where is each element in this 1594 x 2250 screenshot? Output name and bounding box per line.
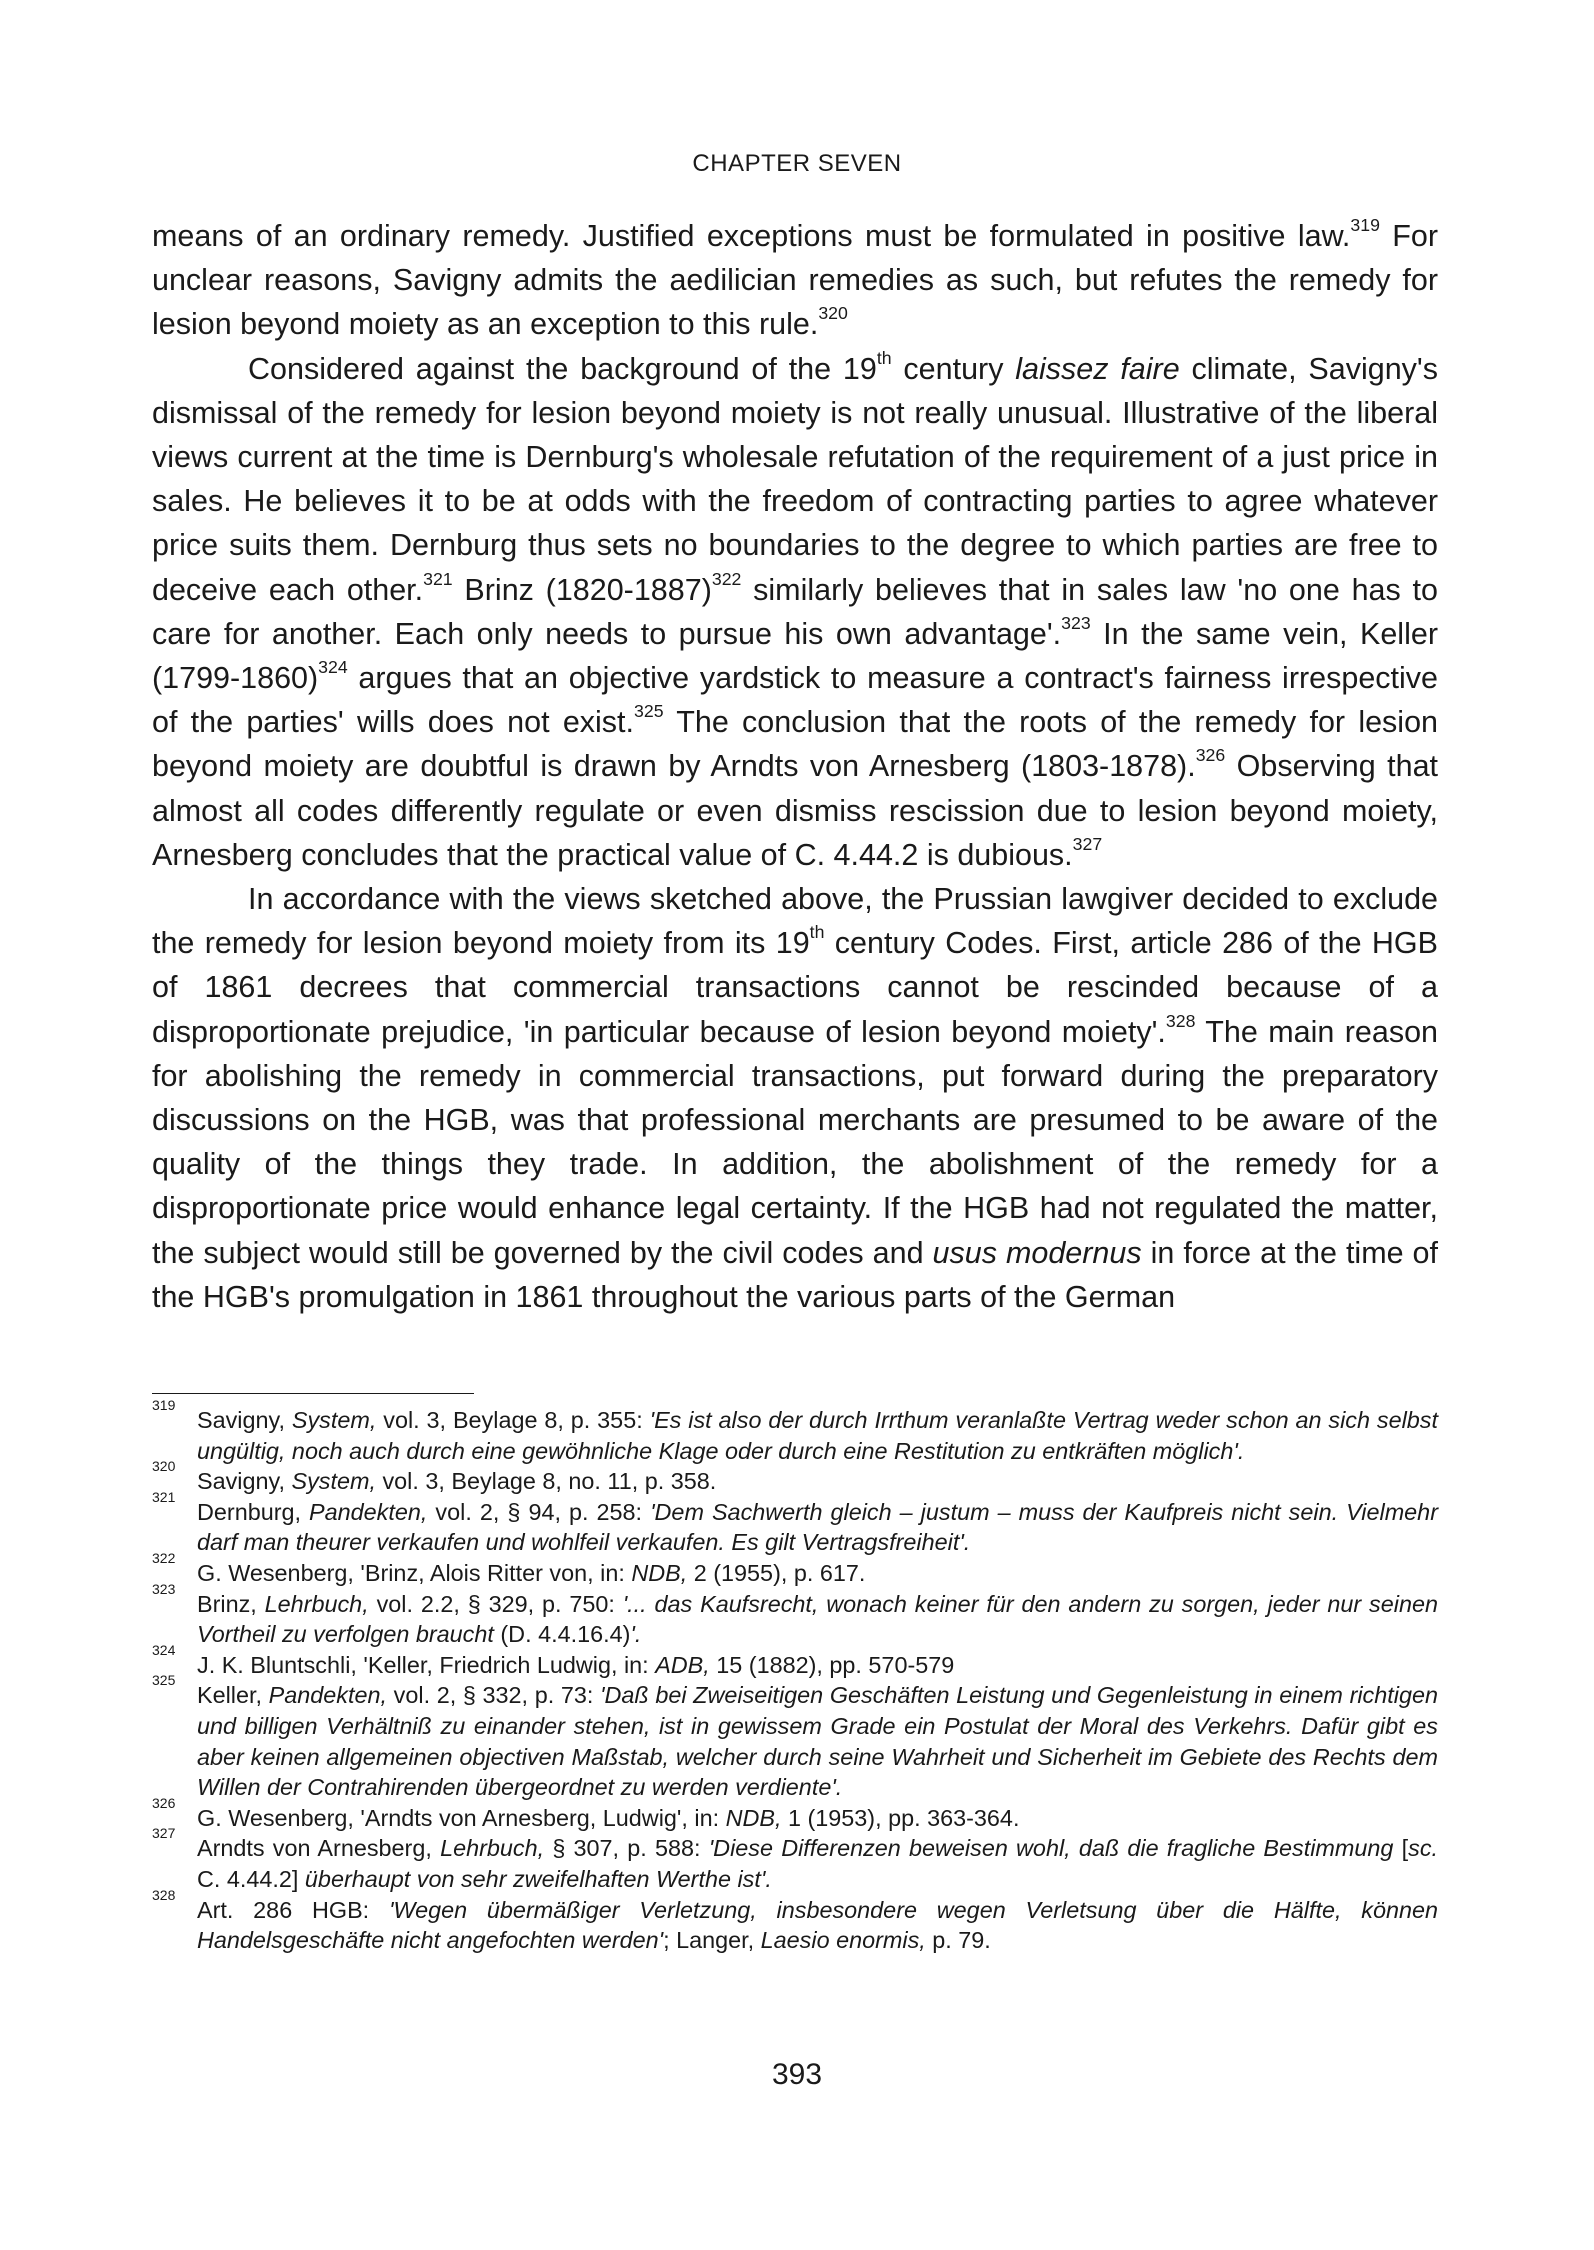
text: vol. 3, Beylage 8, p. 355: bbox=[376, 1407, 650, 1433]
quotation: 'Dem Sachwerth gleich – justum – muss der Kaufpreis nicht sein. Vielmehr darf man theurer verkaufen und wohlfeil verkaufen. Es gilt Vertragsfreiheit'. bbox=[197, 1498, 1438, 1556]
footnote-ref-321[interactable]: 321 bbox=[423, 568, 453, 589]
footnote-ref-327[interactable]: 327 bbox=[1072, 833, 1103, 854]
text: ; Langer, bbox=[663, 1927, 761, 1954]
quotation: 'Diese Differenzen beweisen wohl, daß die fragliche Bestimmung bbox=[708, 1835, 1394, 1862]
text: (D. 4.4.16.4) bbox=[493, 1621, 631, 1648]
footnote-ref-328[interactable]: 328 bbox=[1165, 1010, 1196, 1031]
text: [ bbox=[1393, 1835, 1409, 1862]
footnote-ref-324[interactable]: 324 bbox=[318, 657, 348, 677]
footnote-324 bbox=[152, 1641, 1438, 1681]
footnotes bbox=[152, 1397, 1439, 1956]
text: vol. 2.2, § 329, p. 750: bbox=[368, 1590, 623, 1617]
text: J. K. Bluntschli, 'Keller, Friedrich Ludwig, in: bbox=[197, 1651, 656, 1678]
footnote-number: 321 bbox=[152, 1488, 176, 1505]
italic-term: laissez faire bbox=[1015, 351, 1180, 386]
running-head: CHAPTER SEVEN bbox=[692, 150, 902, 177]
text: For unclear reasons, Savigny admits the aedilician remedies as such, but refutes the remedy for lesion beyond moiety as an exception to this rule. bbox=[152, 219, 1438, 342]
text: Savigny, bbox=[197, 1468, 292, 1495]
text: vol. 2, § 332, p. 73: bbox=[387, 1682, 601, 1709]
footnote-number: 323 bbox=[152, 1580, 176, 1597]
footnote-326 bbox=[152, 1794, 1438, 1834]
footnote-number: 319 bbox=[152, 1397, 176, 1413]
text: In the same vein, Keller (1799-1860) bbox=[152, 616, 1438, 696]
quotation: 'Es ist also der durch Irrthum veranlaßte Vertrag weder schon an sich selbst ungültig, noch auch durch eine gewöhnliche Klage oder durch eine Restitution zu entkräften möglich'. bbox=[197, 1407, 1438, 1464]
paragraph-3 bbox=[152, 877, 1438, 1319]
footnote-ref-326[interactable]: 326 bbox=[1195, 745, 1226, 766]
text: Brinz, bbox=[197, 1590, 265, 1617]
ordinal-superscript: th bbox=[876, 347, 892, 368]
footnote-number: 327 bbox=[152, 1825, 176, 1842]
text: vol. 2, § 94, p. 258: bbox=[427, 1498, 651, 1525]
work-title: NDB, bbox=[725, 1804, 782, 1831]
work-title: System, bbox=[291, 1468, 376, 1495]
work-title: Laesio enormis, bbox=[760, 1927, 926, 1954]
footnote-number: 320 bbox=[152, 1458, 176, 1475]
quotation: überhaupt von sehr zweifelhaften Werthe ist'. bbox=[304, 1865, 772, 1892]
work-title: Pandekten, bbox=[268, 1682, 388, 1709]
footnote-number: 328 bbox=[152, 1886, 176, 1903]
work-title: NDB, bbox=[631, 1559, 688, 1586]
work-title: ADB, bbox=[655, 1651, 710, 1678]
text: G. Wesenberg, 'Brinz, Alois Ritter von, in: bbox=[197, 1559, 632, 1586]
text: G. Wesenberg, 'Arndts von Arnesberg, Ludwig', in: bbox=[197, 1804, 726, 1831]
text: century bbox=[891, 351, 1016, 386]
text: argues that an objective yardstick to measure a contract's fairness irrespective of the parties' wills does not exist. bbox=[152, 661, 1438, 740]
text: 15 (1882), pp. 570-579 bbox=[709, 1651, 955, 1678]
text: The main reason for abolishing the remedy in commercial transactions, put forward during the preparatory discussions on the HGB, was that professional merchants are presumed to be aware of the quality of the things they trade. In addition, the abolishment of the remedy for a disproportionate price would enhance legal certainty. If the HGB had not regulated the matter, the subject would still be governed by the civil codes and bbox=[152, 1014, 1439, 1270]
text: vol. 3, Beylage 8, no. 11, p. 358. bbox=[375, 1468, 717, 1495]
text: Arndts von Arnesberg, bbox=[197, 1835, 441, 1862]
footnote-ref-322[interactable]: 322 bbox=[711, 568, 742, 589]
footnote-separator bbox=[152, 1393, 474, 1394]
footnote-321 bbox=[152, 1488, 1438, 1558]
work-title: Pandekten, bbox=[309, 1498, 428, 1525]
footnote-327 bbox=[152, 1825, 1439, 1894]
footnote-ref-323[interactable]: 323 bbox=[1061, 612, 1091, 633]
text: 1 (1953), pp. 363-364. bbox=[781, 1804, 1020, 1831]
paragraph-1 bbox=[152, 214, 1438, 347]
footnote-325 bbox=[152, 1672, 1438, 1802]
footnote-number: 324 bbox=[152, 1641, 176, 1658]
text: Savigny, bbox=[197, 1407, 292, 1433]
text: in force at the time of the HGB's promulgation in 1861 throughout the various parts of the German bbox=[152, 1235, 1438, 1314]
main-text bbox=[152, 214, 1438, 1319]
text: climate, Savigny's dismissal of the remedy for lesion beyond moiety is not really unusual. Illustrative of the liberal views current at the time is Dernburg's wholesale refutation of the requirement of a just price in sales. He believes it to be at odds with the freedom of contracting parties to agree whatever price suits them. Dernburg thus sets no boundaries to the degree to which parties are free to deceive each other. bbox=[152, 351, 1438, 607]
footnote-328 bbox=[152, 1886, 1438, 1956]
text: similarly believes that in sales law 'no one has to care for another. Each only needs to pursue his own advantage'. bbox=[152, 572, 1438, 651]
text: Dernburg, bbox=[197, 1498, 310, 1525]
text: Keller, bbox=[197, 1682, 269, 1709]
text: p. 79. bbox=[925, 1927, 991, 1954]
text: means of an ordinary remedy. Justified exceptions must be formulated in positive law. bbox=[152, 219, 1351, 253]
work-title: Lehrbuch, bbox=[440, 1835, 545, 1862]
footnote-ref-320[interactable]: 320 bbox=[818, 303, 848, 324]
paragraph-2 bbox=[152, 347, 1438, 877]
footnote-ref-325[interactable]: 325 bbox=[634, 701, 664, 722]
quotation: '. bbox=[630, 1621, 642, 1648]
footnote-ref-319[interactable]: 319 bbox=[1350, 214, 1380, 235]
footnote-number: 325 bbox=[152, 1672, 176, 1689]
quotation: 'Wegen übermäßiger Verletzung, insbesondere wegen Verletsung über die Hälfte, können Handelsgeschäfte nicht angefochten werden' bbox=[197, 1896, 1438, 1954]
text: In accordance with the views sketched above, the Prussian lawgiver decided to exclude the remedy for lesion beyond moiety from its 19 bbox=[152, 882, 1438, 961]
text: The conclusion that the roots of the remedy for lesion beyond moiety are doubtful is drawn by Arndts von Arnesberg (1803-1878). bbox=[152, 705, 1439, 784]
page-number: 393 bbox=[771, 2058, 823, 2091]
text: Brinz (1820-1887) bbox=[452, 572, 712, 607]
text: C. 4.44.2] bbox=[197, 1865, 305, 1892]
footnote-number: 326 bbox=[152, 1794, 176, 1811]
text: Observing that almost all codes differently regulate or even dismiss rescission due to lesion beyond moiety, Arnesberg concludes that the practical value of C. 4.44.2 is dubious. bbox=[152, 749, 1439, 872]
footnote-323 bbox=[152, 1580, 1438, 1650]
text: Considered against the background of the 19 bbox=[248, 351, 877, 386]
abbreviation: sc. bbox=[1408, 1835, 1439, 1862]
footnote-319 bbox=[152, 1397, 1438, 1466]
quotation: 'Daß bei Zweiseitigen Geschäften Leistung und Gegenleistung in einem richtigen und billigen Verhältniß zu einander stehen, ist in gewissem Grade ein Postulat der Moral des Verkehrs. Dafür gibt es aber keinen allgemeinen objectiven Maßstab, welcher durch seine Wahrheit und Sicherheit im Gebiete des Rechts dem Willen der Contrahirenden übergeordnet zu werden verdiente'. bbox=[197, 1682, 1438, 1801]
text: Art. 286 HGB: bbox=[197, 1896, 389, 1923]
text: § 307, p. 588: bbox=[544, 1835, 709, 1862]
footnote-number: 322 bbox=[152, 1549, 176, 1566]
text: 2 (1955), p. 617. bbox=[687, 1559, 866, 1586]
footnote-322 bbox=[152, 1549, 1438, 1589]
italic-term: usus modernus bbox=[932, 1235, 1142, 1270]
footnote-320 bbox=[152, 1458, 1438, 1497]
work-title: System, bbox=[291, 1407, 377, 1433]
text: century Codes. First, article 286 of the HGB of 1861 decrees that commercial transactions cannot be rescinded because of a disproportionate prejudice, 'in particular because of lesion beyond moiety'. bbox=[152, 926, 1438, 1049]
quotation: '... das Kaufsrecht, wonach keiner für den andern zu sorgen, jeder nur seinen Vortheil zu verfolgen braucht bbox=[197, 1590, 1438, 1648]
ordinal-superscript: th bbox=[809, 922, 825, 943]
work-title: Lehrbuch, bbox=[264, 1590, 369, 1617]
